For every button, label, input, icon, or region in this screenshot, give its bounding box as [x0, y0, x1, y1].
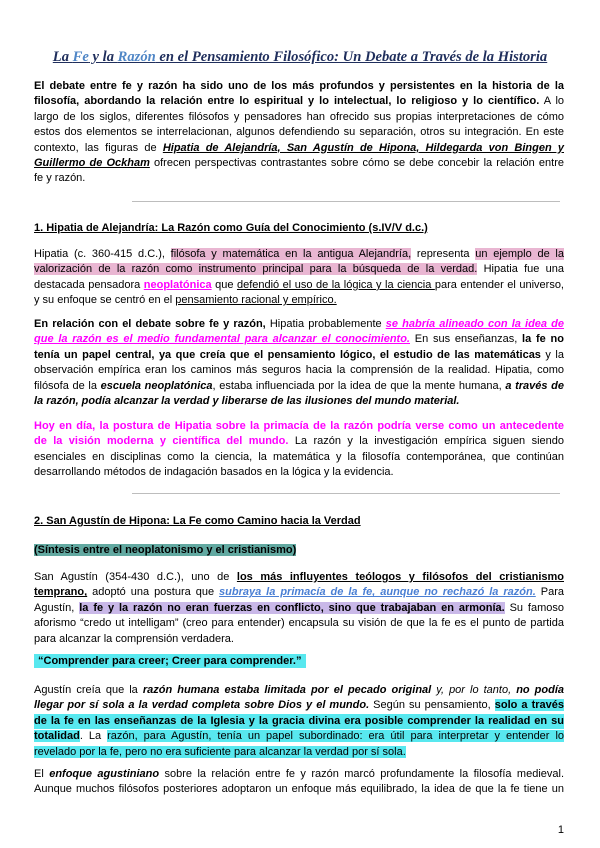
page-number: 1 [557, 824, 564, 836]
agustin-paragraph-3: El enfoque agustiniano sobre la relación entre fe y razón marcó profundamente la filosofía medieval. Aunque muchos filósofos posteriores adoptaron un enfoque más equilibrado, la idea de que la fe tiene un [34, 768, 564, 796]
section-2-heading: 2. San Agustín de Hipona: La Fe como Camino hacia la Verdad [34, 515, 361, 527]
divider [132, 493, 560, 494]
page-title: La Fe y la Razón en el Pensamiento Filosófico: Un Debate a Través de la Historia [52, 49, 548, 65]
hipatia-paragraph-2: En relación con el debate sobre fe y razón, Hipatia probablemente se habría alineado con la idea de que la razón es el medio fundamental para alcanzar el conocimiento. En sus enseñanzas, la fe no tenía un papel central, ya que creía que el pensamiento lógico, el estudio de las matemáticas y la observación empírica eran los caminos más seguros hacia la comprensión de la realidad. Hipatia, como filósofa de la escuela neoplatónica, estaba influenciada por la idea de que la mente humana, a través de la razón, podía alcanzar la verdad y liberarse de las ilusiones del mundo material. [34, 318, 565, 408]
agustin-paragraph-2: Agustín creía que la razón humana estaba limitada por el pecado original y, por lo tanto, no podía llegar por sí sola a la verdad completa sobre Dios y el mundo. Según su pensamiento, solo a través de la fe en las enseñanzas de la Iglesia y la gracia divina era posible comprender la realidad en su totalidad. La razón, para Agustín, tenía un papel subordinado: era útil para interpretar y entender lo revelado por la fe, pero no era suficiente para alcanzar la verdad por sí sola. [34, 684, 565, 758]
hipatia-paragraph-1: Hipatia (c. 360-415 d.C.), filósofa y matemática en la antigua Alejandría, representa un ejemplo de la valorización de la razón como instrumento principal para la búsqueda de la verdad. Hipatia fue una destacada pensadora neoplatónica que defendió el uso de la lógica y la ciencia para entender el universo, y su enfoque se centró en el pensamiento racional y empírico. [34, 248, 564, 307]
section-1-heading: 1. Hipatia de Alejandría: La Razón como Guía del Conocimiento (s.IV/V d.c.) [34, 222, 428, 234]
intro-paragraph: El debate entre fe y razón ha sido uno de los más profundos y persistentes en la historia de la filosofía, abordando la relación entre lo espiritual y lo intelectual, lo religioso y lo científico. A lo largo de los siglos, diferentes filósofos y pensadores han ofrecido sus propias interpretaciones de cómo estos dos elementos se interrelacionan, algunos defendiendo su separación, otros su integración. En este contexto, las figuras de Hipatia de Alejandría, San Agustín de Hipona, Hildegarda von Bingen y Guillermo de Ockham ofrecen perspectivas contrastantes sobre cómo se debe concebir la relación entre fe y razón. [34, 80, 565, 185]
agustin-paragraph-1: San Agustín (354-430 d.C.), uno de los más influyentes teólogos y filósofos del cristianismo temprano, adoptó una postura que subraya la primacía de la fe, aunque no rechazó la razón. Para Agustín, la fe y la razón no eran fuerzas en conflicto, sino que trabajaban en armonía. Su famoso aforismo “credo ut intelligam” (creo para entender) encapsula su visión de que la fe es el punto de partida para alcanzar la comprensión verdadera. [34, 571, 564, 645]
divider [132, 201, 560, 202]
section-2-subheading: (Síntesis entre el neoplatonismo y el cristianismo) [34, 544, 297, 556]
hipatia-paragraph-3: Hoy en día, la postura de Hipatia sobre la primacía de la razón podría verse como un antecedente de la visión moderna y científica del mundo. La razón y la investigación empírica siguen siendo esenciales en disciplinas como la ciencia, la matemática y la filosofía contemporánea, que continúan desarrollando métodos de indagación basados en la lógica y la evidencia. [34, 420, 564, 479]
agustin-quote: “Comprender para creer; Creer para comprender.” [34, 654, 564, 669]
